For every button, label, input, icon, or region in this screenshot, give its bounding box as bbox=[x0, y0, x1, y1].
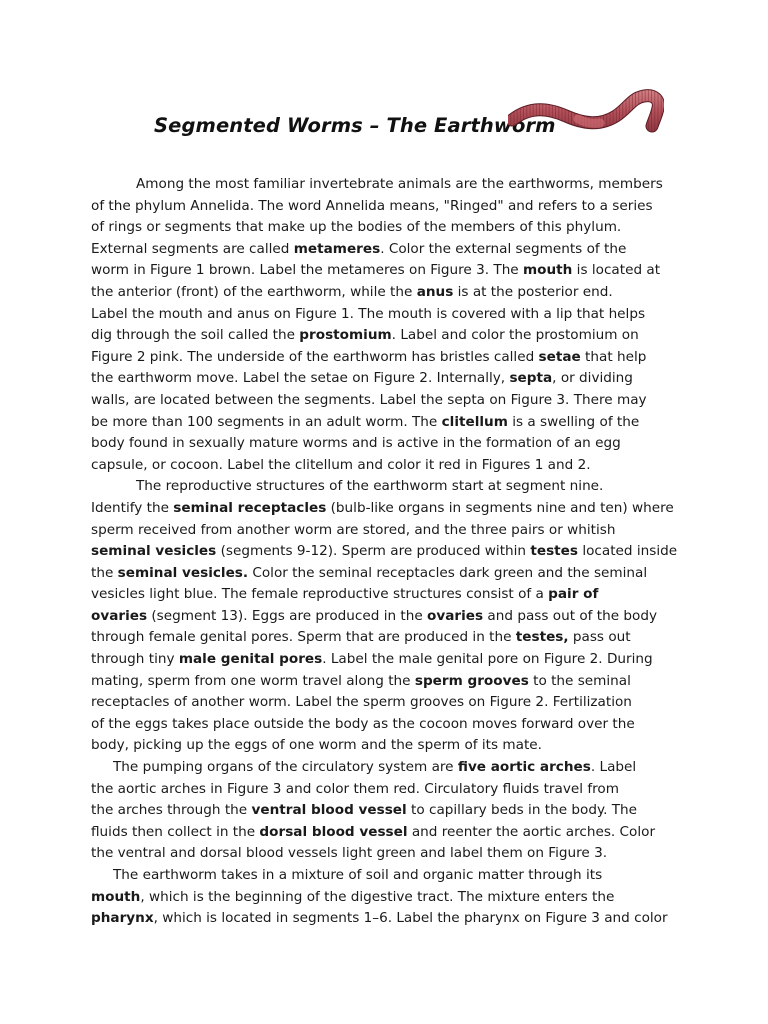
bold-term: testes, bbox=[515, 629, 569, 646]
text-line bbox=[91, 476, 691, 498]
text-line bbox=[91, 692, 691, 714]
text-run: to the seminal bbox=[528, 672, 631, 689]
text-run: External segments are called bbox=[91, 240, 294, 257]
text-run: is at the posterior end. bbox=[453, 283, 613, 300]
text-run: mating, sperm from one worm travel along the bbox=[91, 672, 415, 689]
text-run: Figure 2 pink. The underside of the earthworm has bristles called bbox=[91, 348, 539, 365]
text-run: Among the most familiar invertebrate animals are the earthworms, members bbox=[136, 176, 663, 192]
text-line bbox=[91, 217, 691, 239]
text-line bbox=[91, 649, 691, 671]
text-run: the arches through the bbox=[91, 802, 252, 819]
bold-term: ovaries bbox=[427, 607, 484, 624]
text-run: . Label the male genital pore on Figure 2. During bbox=[322, 651, 653, 668]
text-run: of the eggs takes place outside the body as the cocoon moves forward over the bbox=[91, 715, 635, 732]
text-run: walls, are located between the segments. Label the septa on Figure 3. There may bbox=[91, 391, 647, 408]
bold-term: pharynx bbox=[91, 910, 154, 927]
text-run: through tiny bbox=[91, 651, 179, 668]
text-run: (segment 13). Eggs are produced in the bbox=[147, 607, 428, 624]
text-run: fluids then collect in the bbox=[91, 823, 260, 840]
text-line bbox=[91, 325, 691, 347]
text-run: Identify the bbox=[91, 499, 174, 516]
text-run: The earthworm takes in a mixture of soil and organic matter through its bbox=[113, 867, 603, 883]
earthworm-illustration bbox=[508, 86, 664, 142]
text-run: , which is located in segments 1–6. Label the pharynx on Figure 3 and color bbox=[153, 910, 668, 927]
text-line bbox=[91, 368, 691, 390]
text-run: of rings or segments that make up the bodies of the members of this phylum. bbox=[91, 219, 622, 236]
text-line bbox=[91, 412, 691, 434]
text-run: is a swelling of the bbox=[507, 413, 640, 430]
bold-term: pair of bbox=[548, 586, 599, 603]
text-line bbox=[91, 239, 691, 261]
text-run: the aortic arches in Figure 3 and color them red. Circulatory fluids travel from bbox=[91, 780, 619, 797]
text-line bbox=[91, 563, 691, 585]
text-run: that help bbox=[580, 348, 647, 365]
text-line bbox=[91, 843, 691, 865]
text-run: the ventral and dorsal blood vessels light green and label them on Figure 3. bbox=[91, 845, 608, 862]
text-run: . Color the external segments of the bbox=[380, 240, 627, 257]
bold-term: metameres bbox=[293, 240, 381, 257]
text-line bbox=[91, 390, 691, 412]
page-title: Segmented Worms – The Earthworm bbox=[154, 114, 556, 137]
text-run: to capillary beds in the body. The bbox=[406, 802, 637, 819]
bold-term: male genital pores bbox=[178, 651, 323, 668]
text-line bbox=[91, 671, 691, 693]
text-run: Color the seminal receptacles dark green and the seminal bbox=[248, 564, 648, 581]
text-line bbox=[91, 455, 691, 477]
text-run: through female genital pores. Sperm that are produced in the bbox=[91, 629, 516, 646]
text-line bbox=[91, 627, 691, 649]
text-run: the earthworm move. Label the setae on Figure 2. Internally, bbox=[91, 370, 510, 387]
text-run: be more than 100 segments in an adult worm. The bbox=[91, 413, 442, 430]
bold-term: ovaries bbox=[91, 607, 148, 624]
bold-term: mouth bbox=[523, 262, 573, 279]
text-line bbox=[91, 433, 691, 455]
bold-term: seminal vesicles. bbox=[117, 564, 249, 581]
text-line bbox=[91, 584, 691, 606]
text-line bbox=[91, 541, 691, 563]
text-run: dig through the soil called the bbox=[91, 327, 300, 344]
text-line bbox=[91, 908, 691, 930]
bold-term: sperm grooves bbox=[414, 672, 529, 689]
body-text bbox=[91, 174, 691, 930]
text-line bbox=[91, 347, 691, 369]
bold-term: dorsal blood vessel bbox=[259, 823, 408, 840]
text-run: and reenter the aortic arches. Color bbox=[407, 823, 656, 840]
text-line bbox=[91, 735, 691, 757]
bold-term: seminal receptacles bbox=[173, 499, 327, 516]
bold-term: anus bbox=[416, 283, 454, 300]
text-line bbox=[91, 282, 691, 304]
text-run: . Label bbox=[590, 759, 637, 776]
text-run: receptacles of another worm. Label the sperm grooves on Figure 2. Fertilization bbox=[91, 694, 632, 711]
text-line bbox=[91, 520, 691, 542]
text-line bbox=[91, 865, 691, 887]
bold-term: setae bbox=[538, 348, 581, 365]
bold-term: mouth bbox=[91, 888, 141, 905]
text-run: , or dividing bbox=[552, 370, 633, 387]
text-run: The pumping organs of the circulatory system are bbox=[113, 759, 458, 776]
text-run: vesicles light blue. The female reproductive structures consist of a bbox=[91, 586, 549, 603]
text-run: The reproductive structures of the earthworm start at segment nine. bbox=[136, 478, 604, 495]
bold-term: testes bbox=[530, 543, 578, 560]
bold-term: five aortic arches bbox=[457, 759, 591, 776]
text-line bbox=[91, 304, 691, 326]
text-line bbox=[91, 498, 691, 520]
text-run: Label the mouth and anus on Figure 1. The mouth is covered with a lip that helps bbox=[91, 305, 646, 322]
text-run: (segments 9-12). Sperm are produced within bbox=[216, 543, 531, 560]
text-line bbox=[91, 606, 691, 628]
text-line bbox=[91, 757, 691, 779]
text-line bbox=[91, 714, 691, 736]
text-run: of the phylum Annelida. The word Annelida means, "Ringed" and refers to a series bbox=[91, 197, 653, 214]
text-run: worm in Figure 1 brown. Label the metameres on Figure 3. The bbox=[91, 262, 523, 279]
text-line bbox=[91, 887, 691, 909]
text-line bbox=[91, 196, 691, 218]
bold-term: prostomium bbox=[299, 327, 392, 344]
text-run: , which is the beginning of the digestive tract. The mixture enters the bbox=[140, 888, 615, 905]
text-run: the anterior (front) of the earthworm, while the bbox=[91, 283, 417, 300]
text-run: capsule, or cocoon. Label the clitellum and color it red in Figures 1 and 2. bbox=[91, 456, 591, 473]
text-run: sperm received from another worm are stored, and the three pairs or whitish bbox=[91, 521, 616, 538]
bold-term: clitellum bbox=[441, 413, 508, 430]
bold-term: ventral blood vessel bbox=[251, 802, 407, 819]
text-run: (bulb-like organs in segments nine and ten) where bbox=[326, 499, 674, 516]
text-line bbox=[91, 800, 691, 822]
text-run: located inside bbox=[578, 543, 678, 560]
text-run: is located at bbox=[572, 262, 661, 279]
text-run: and pass out of the body bbox=[483, 607, 658, 624]
text-line bbox=[91, 779, 691, 801]
text-line bbox=[91, 260, 691, 282]
text-run: pass out bbox=[568, 629, 631, 646]
text-run: body, picking up the eggs of one worm and the sperm of its mate. bbox=[91, 737, 542, 754]
text-run: body found in sexually mature worms and is active in the formation of an egg bbox=[91, 435, 621, 452]
text-line bbox=[91, 174, 691, 196]
text-run: the bbox=[91, 564, 118, 581]
bold-term: septa bbox=[509, 370, 553, 387]
text-line bbox=[91, 822, 691, 844]
bold-term: seminal vesicles bbox=[91, 543, 217, 560]
text-run: . Label and color the prostomium on bbox=[391, 327, 639, 344]
